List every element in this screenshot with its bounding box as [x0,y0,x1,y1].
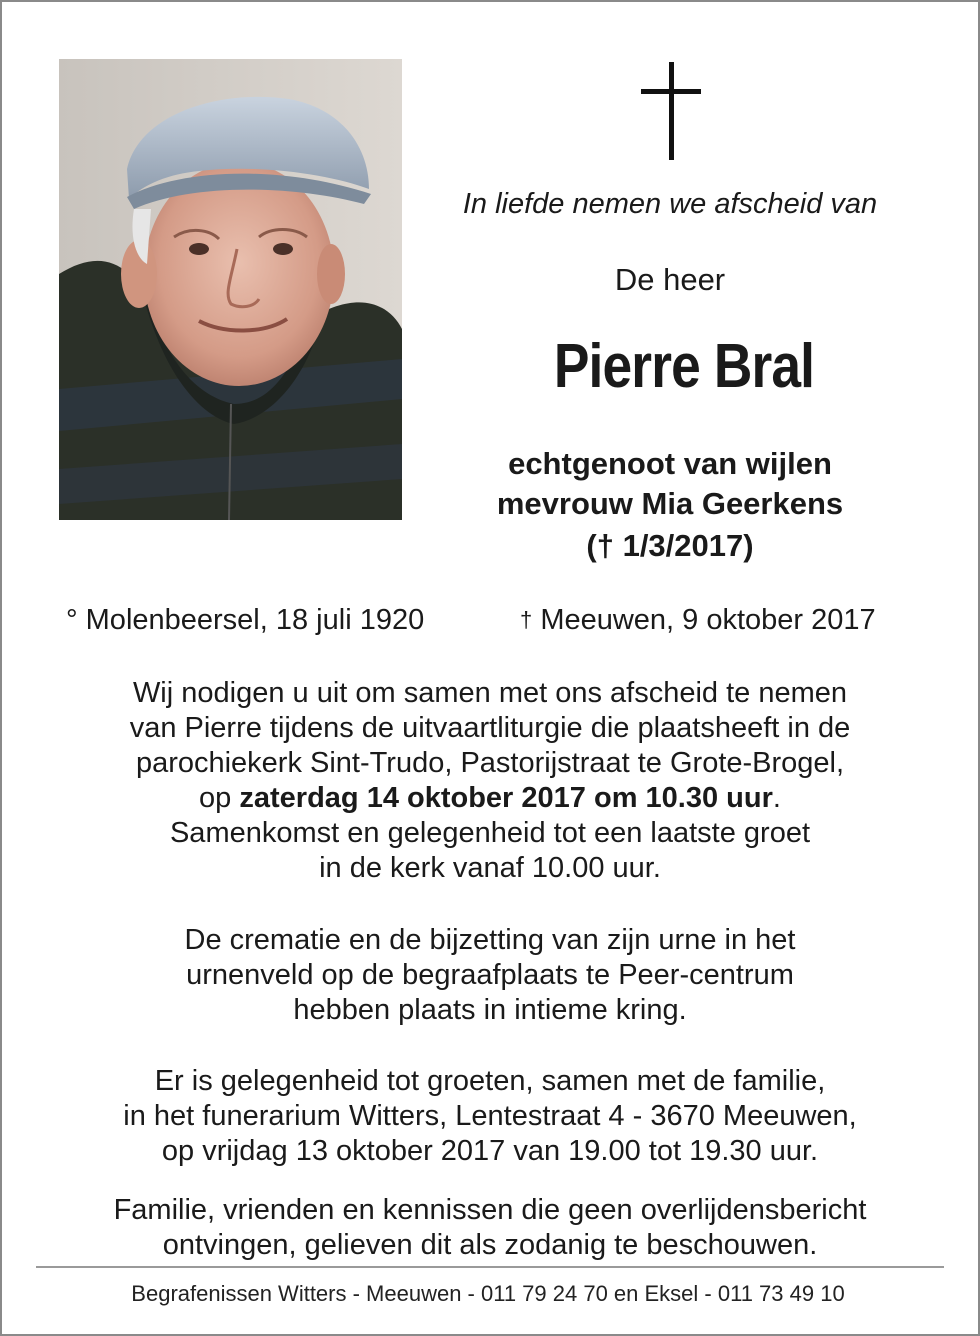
paragraph-1-line-6: in de kerk vanaf 10.00 uur. [319,852,661,884]
paragraph-1-line-2: van Pierre tijdens de uitvaartliturgie die plaatsheeft in de [129,712,851,744]
paragraph-4-line-1: Familie, vrienden en kennissen die geen overlijdensbericht [113,1194,867,1226]
deceased-name: Pierre Bral [553,332,815,401]
death-date [520,604,876,637]
paragraph-1-line-4-post: . [772,782,781,814]
spouse-line-1: echtgenoot van wijlen [508,446,832,481]
footer-divider [36,1266,944,1268]
funeral-date-time: zaterdag 14 oktober 2017 om 10.30 uur [239,782,773,814]
spouse-line-2: mevrouw Mia Geerkens [496,486,844,521]
footer-text: Begrafenissen Witters - Meeuwen - 011 79 24 70 en Eksel - 011 73 49 10 [131,1281,845,1306]
intro-text: In liefde nemen we afscheid van [462,188,878,220]
paragraph-1-line-5: Samenkomst en gelegenheid tot een laatste groet [169,817,811,849]
honorific: De heer [614,262,726,297]
paragraph-1-line-3: parochiekerk Sint-Trudo, Pastorijstraat te Grote-Brogel, [135,747,845,779]
paragraph-3-line-2: in het funerarium Witters, Lentestraat 4 - 3670 Meeuwen, [123,1100,857,1132]
paragraph-1-line-1: Wij nodigen u uit om samen met ons afscheid te nemen [132,677,848,709]
paragraph-2-line-3: hebben plaats in intieme kring. [293,994,687,1026]
death-date-text: Meeuwen, 9 oktober 2017 [540,604,876,636]
spouse-line-3: († 1/3/2017) [586,528,754,563]
paragraph-3-line-3: op vrijdag 13 oktober 2017 van 19.00 tot 19.30 uur. [161,1135,819,1167]
paragraph-4-line-2: ontvingen, gelieven dit als zodanig te beschouwen. [162,1229,818,1261]
paragraph-1-line-4 [0,781,980,816]
death-symbol: † [520,607,533,632]
portrait-photo [59,59,402,520]
paragraph-3-line-1: Er is gelegenheid tot groeten, samen met de familie, [154,1065,826,1097]
paragraph-1-line-4-pre: op [199,782,240,814]
paragraph-2-line-2: urnenveld op de begraafplaats te Peer-centrum [186,959,794,991]
paragraph-2-line-1: De crematie en de bijzetting van zijn urne in het [184,924,796,956]
cross-icon [641,62,703,160]
birth-date: ° Molenbeersel, 18 juli 1920 [66,604,425,636]
